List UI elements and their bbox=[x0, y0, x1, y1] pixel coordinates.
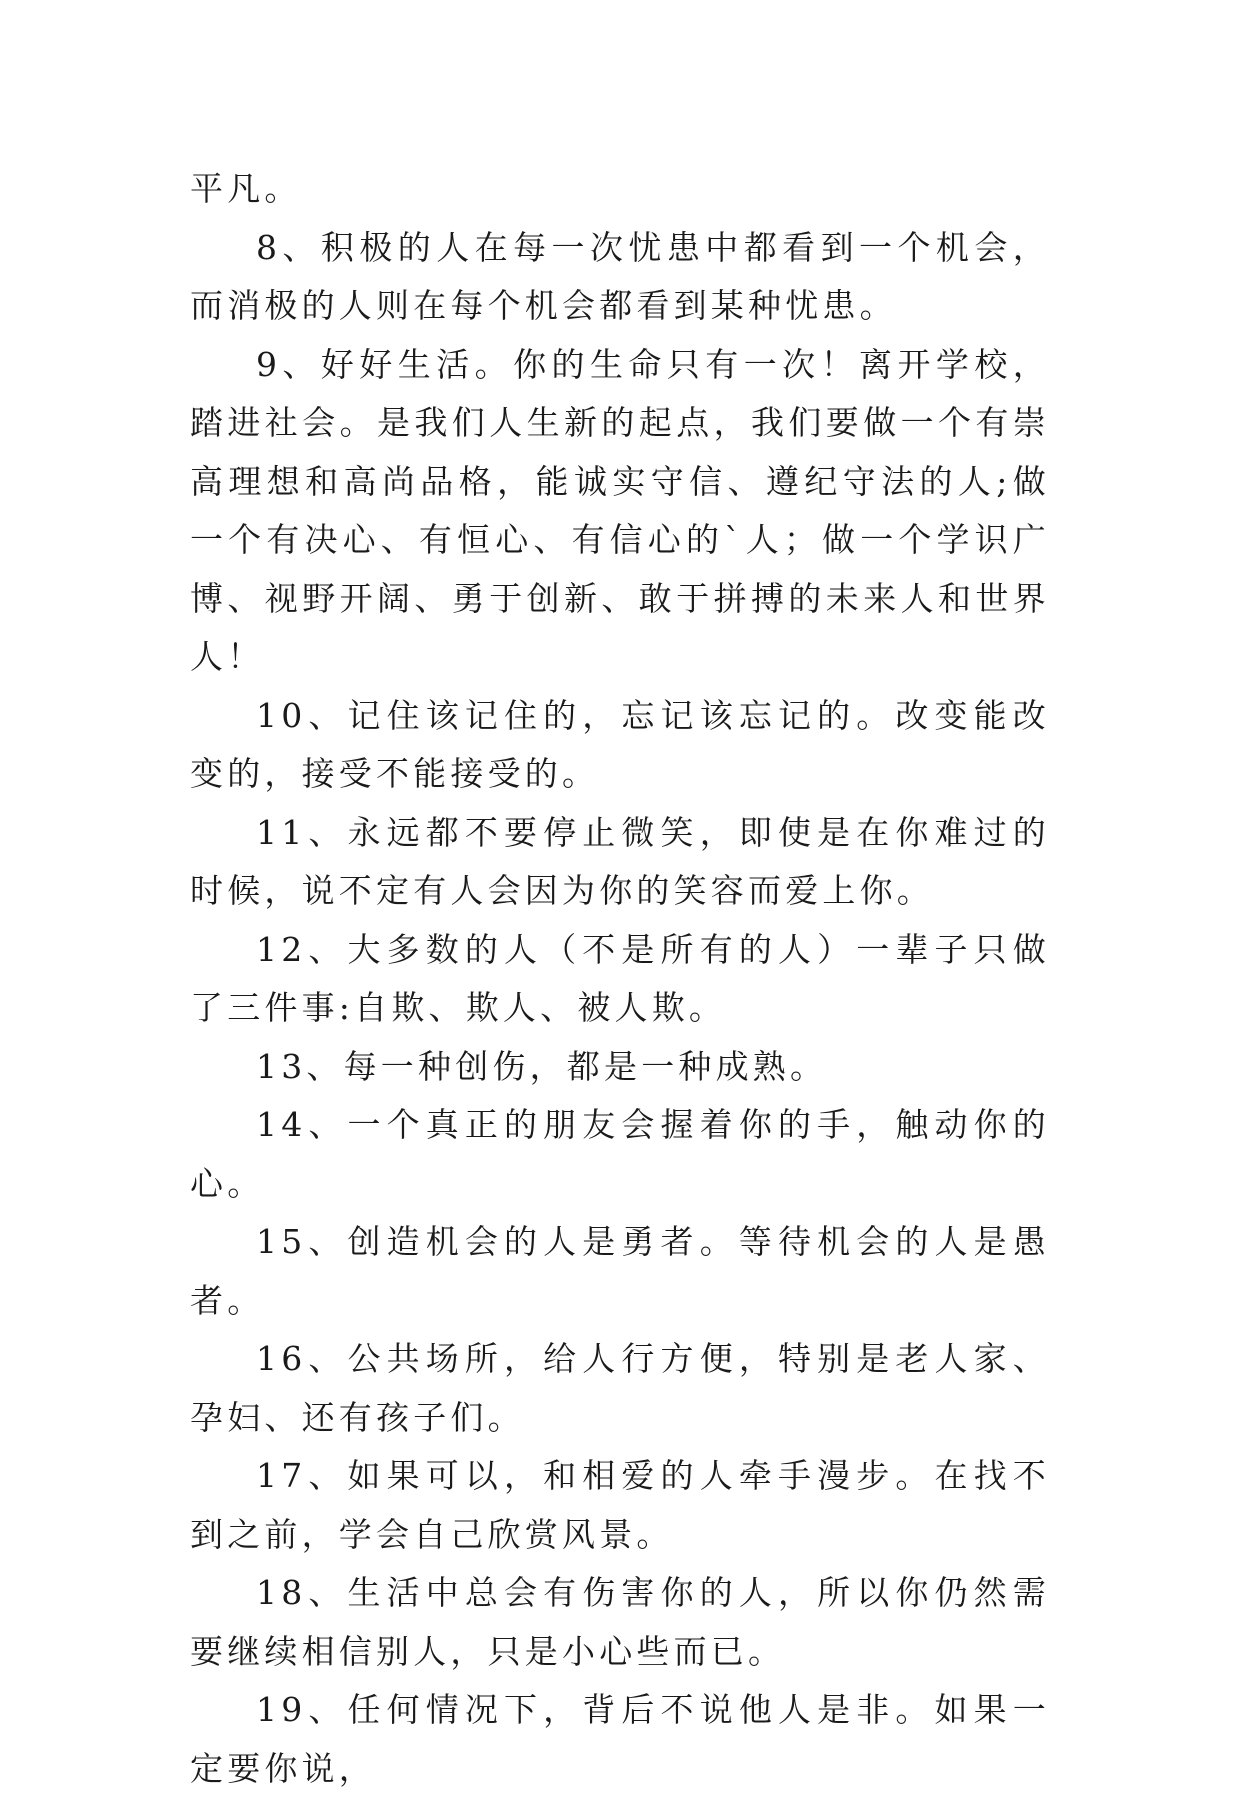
paragraph-item-9: 9、好好生活。你的生命只有一次！离开学校，踏进社会。是我们人生新的起点，我们要做一个有崇高理想和高尚品格，能诚实守信、遵纪守法的人;做一个有决心、有恒心、有信心的`人；做一个学识广博、视野开阔、勇于创新、敢于拼搏的未来人和世界人！ bbox=[190, 344, 1050, 676]
paragraph-item-11: 11、永远都不要停止微笑，即使是在你难过的时候，说不定有人会因为你的笑容而爱上你。 bbox=[190, 812, 1050, 910]
paragraph-item-18: 18、生活中总会有伤害你的人，所以你仍然需要继续相信别人，只是小心些而已。 bbox=[190, 1573, 1050, 1671]
document-body bbox=[190, 160, 1050, 1798]
paragraph-item-12: 12、大多数的人（不是所有的人）一辈子只做了三件事:自欺、欺人、被人欺。 bbox=[190, 929, 1050, 1027]
paragraph-item-13: 13、每一种创伤，都是一种成熟。 bbox=[256, 1046, 828, 1086]
paragraph-item-17: 17、如果可以，和相爱的人牵手漫步。在找不到之前，学会自己欣赏风景。 bbox=[190, 1456, 1050, 1554]
paragraph-continuation: 平凡。 bbox=[190, 169, 302, 208]
paragraph-item-8: 8、积极的人在每一次忧患中都看到一个机会，而消极的人则在每个机会都看到某种忧患。 bbox=[190, 227, 1050, 325]
paragraph-item-15: 15、创造机会的人是勇者。等待机会的人是愚者。 bbox=[190, 1222, 1050, 1320]
paragraph-item-16: 16、公共场所，给人行方便，特别是老人家、孕妇、还有孩子们。 bbox=[190, 1339, 1050, 1437]
paragraph-item-14: 14、一个真正的朋友会握着你的手，触动你的心。 bbox=[190, 1105, 1050, 1203]
paragraph-item-19: 19、任何情况下，背后不说他人是非。如果一定要你说， bbox=[190, 1690, 1050, 1788]
paragraph-item-10: 10、记住该记住的，忘记该忘记的。改变能改变的，接受不能接受的。 bbox=[190, 695, 1050, 793]
